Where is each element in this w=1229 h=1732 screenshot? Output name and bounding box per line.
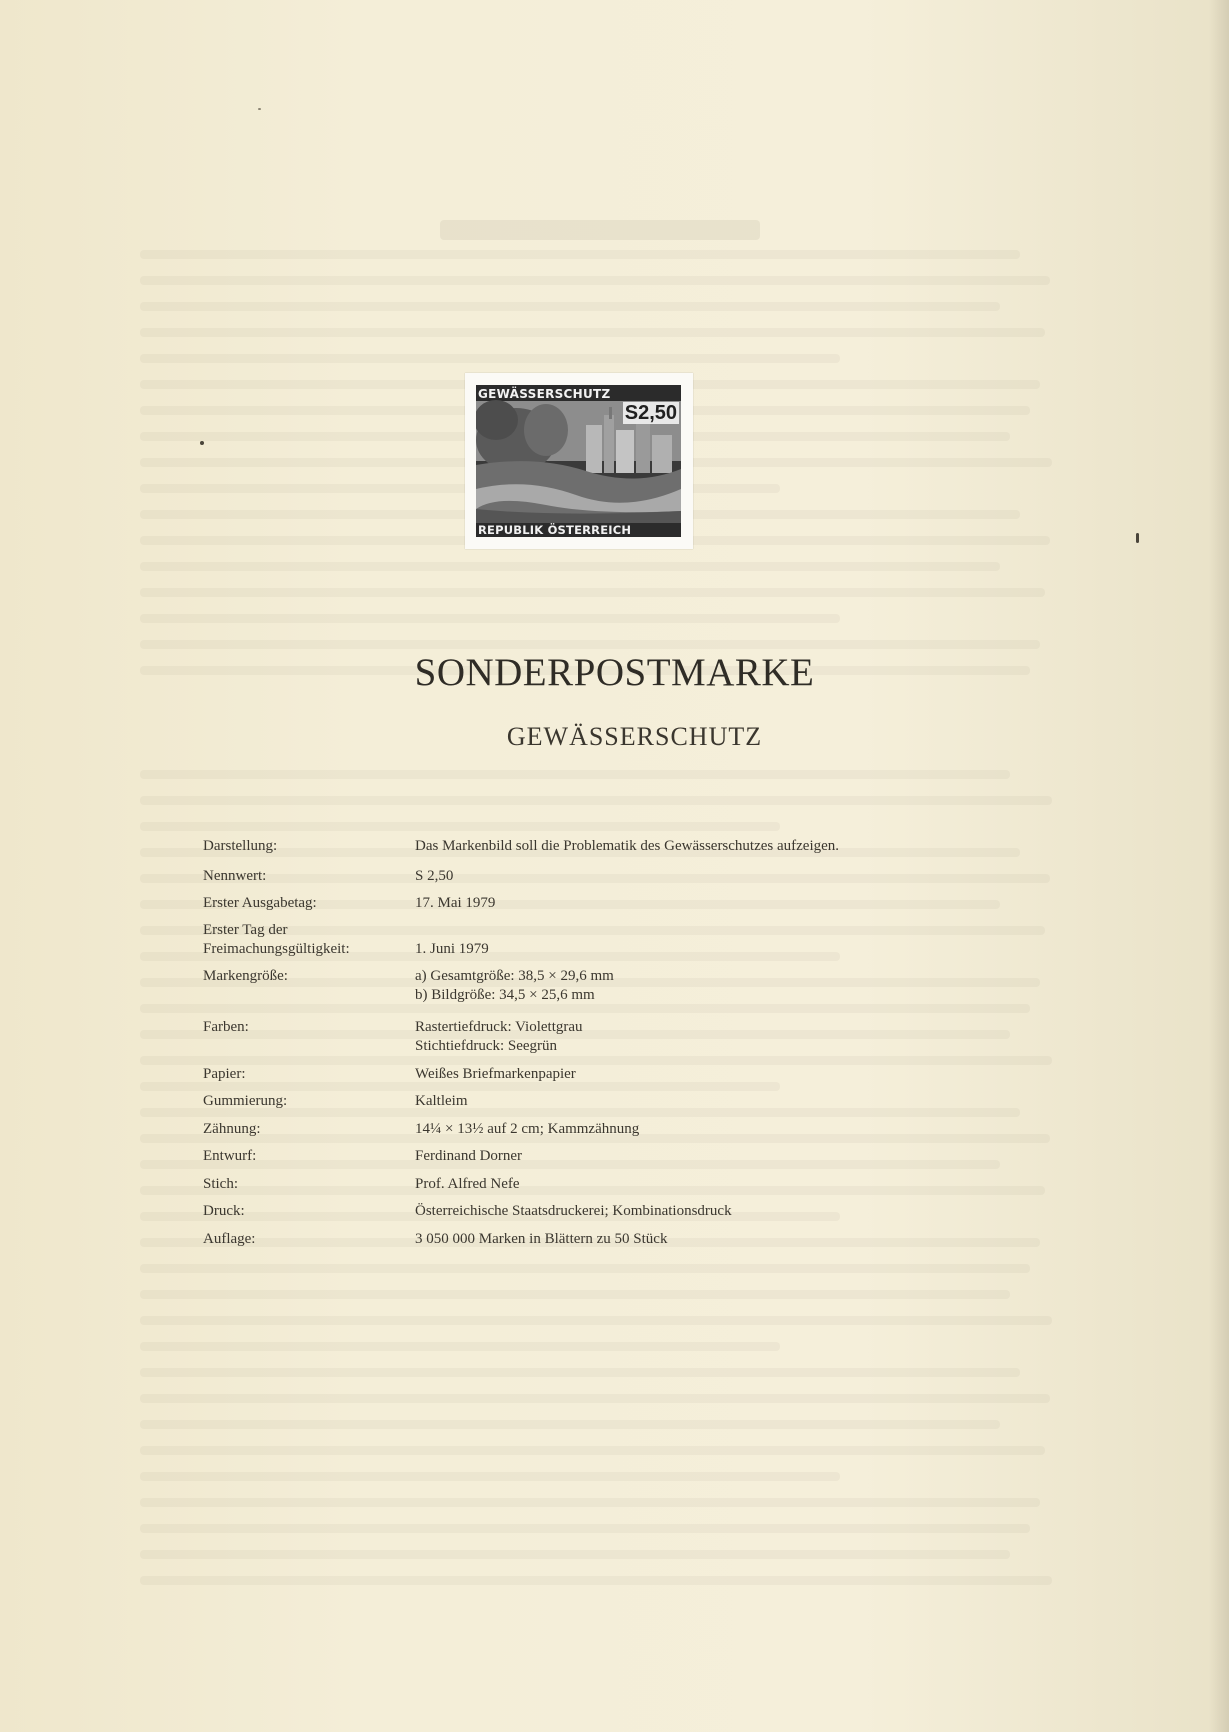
show-through-line xyxy=(140,614,840,623)
show-through-line xyxy=(140,1498,1040,1507)
detail-value: b) Bildgröße: 34,5 × 25,6 mm xyxy=(415,987,595,1003)
show-through-line xyxy=(140,354,840,363)
stamp xyxy=(465,373,693,549)
detail-label: Markengröße: xyxy=(203,968,288,984)
detail-label: Entwurf: xyxy=(203,1148,257,1164)
show-through-line xyxy=(140,1524,1030,1533)
page-subtitle: GEWÄSSERSCHUTZ xyxy=(506,722,763,751)
show-through-line xyxy=(140,1056,1052,1065)
detail-label: Papier: xyxy=(203,1066,246,1082)
detail-label: Druck: xyxy=(203,1203,245,1219)
show-through-text xyxy=(140,120,1050,1620)
show-through-line xyxy=(140,1004,1030,1013)
detail-value: 17. Mai 1979 xyxy=(415,895,496,911)
show-through-line xyxy=(140,562,1000,571)
detail-value: Kaltleim xyxy=(415,1093,468,1109)
detail-label: Darstellung: xyxy=(203,838,278,854)
detail-value: Weißes Briefmarkenpapier xyxy=(415,1066,576,1082)
detail-label: Zähnung: xyxy=(203,1121,261,1137)
show-through-line xyxy=(140,1420,1000,1429)
show-through-line xyxy=(140,1394,1050,1403)
show-through-line xyxy=(140,1446,1045,1455)
detail-value: Rastertiefdruck: Violettgrau xyxy=(415,1019,583,1035)
detail-value: 14¼ × 13½ auf 2 cm; Kammzähnung xyxy=(415,1121,640,1137)
detail-label: Erster Tag der xyxy=(203,922,288,938)
paper-speck xyxy=(258,108,261,110)
stamp-country-text: REPUBLIK ÖSTERREICH xyxy=(478,523,632,537)
show-through-line xyxy=(140,250,1020,259)
show-through-line xyxy=(140,1264,1030,1273)
show-through-line xyxy=(140,1160,1000,1169)
show-through-line xyxy=(140,1186,1045,1195)
detail-label: Nennwert: xyxy=(203,868,267,884)
detail-label: Stich: xyxy=(203,1176,239,1192)
stamp-header-text: GEWÄSSERSCHUTZ xyxy=(478,387,611,401)
detail-value: Österreichische Staatsdruckerei; Kombinationsdruck xyxy=(415,1203,732,1219)
detail-value: 3 050 000 Marken in Blättern zu 50 Stück xyxy=(415,1231,668,1247)
detail-value: 1. Juni 1979 xyxy=(415,941,489,957)
show-through-line xyxy=(140,1082,780,1091)
stamp-denomination: S2,50 xyxy=(624,402,677,424)
show-through-line xyxy=(140,1472,840,1481)
detail-value: Prof. Alfred Nefe xyxy=(415,1176,520,1192)
show-through-line xyxy=(140,1342,780,1351)
show-through-line xyxy=(140,588,1045,597)
page-title: SONDERPOSTMARKE xyxy=(414,651,815,694)
paper-speck xyxy=(200,441,204,445)
detail-value: Stichtiefdruck: Seegrün xyxy=(415,1038,558,1054)
show-through-line xyxy=(140,874,1050,883)
detail-label: Gummierung: xyxy=(203,1093,288,1109)
show-through-line xyxy=(140,796,1052,805)
show-through-line xyxy=(140,276,1050,285)
show-through-line xyxy=(140,1290,1010,1299)
detail-label: Farben: xyxy=(203,1019,249,1035)
show-through-line xyxy=(140,770,1010,779)
detail-label: Freimachungsgültigkeit: xyxy=(203,941,350,957)
detail-value: Das Markenbild soll die Problematik des Gewässerschutzes aufzeigen. xyxy=(415,838,840,854)
paper-speck xyxy=(1136,533,1139,543)
detail-value: a) Gesamtgröße: 38,5 × 29,6 mm xyxy=(415,968,614,984)
show-through-line xyxy=(140,1316,1052,1325)
show-through-line xyxy=(140,640,1040,649)
detail-label: Auflage: xyxy=(203,1231,256,1247)
show-through-line xyxy=(140,328,1045,337)
show-through-line xyxy=(140,1576,1052,1585)
show-through-line xyxy=(140,302,1000,311)
show-through-line xyxy=(140,1368,1020,1377)
detail-label: Erster Ausgabetag: xyxy=(203,895,317,911)
page-edge-shadow xyxy=(1209,0,1229,1732)
show-through-line xyxy=(140,822,780,831)
detail-value: S 2,50 xyxy=(415,868,454,884)
show-through-line xyxy=(140,1550,1010,1559)
detail-value: Ferdinand Dorner xyxy=(415,1148,523,1164)
